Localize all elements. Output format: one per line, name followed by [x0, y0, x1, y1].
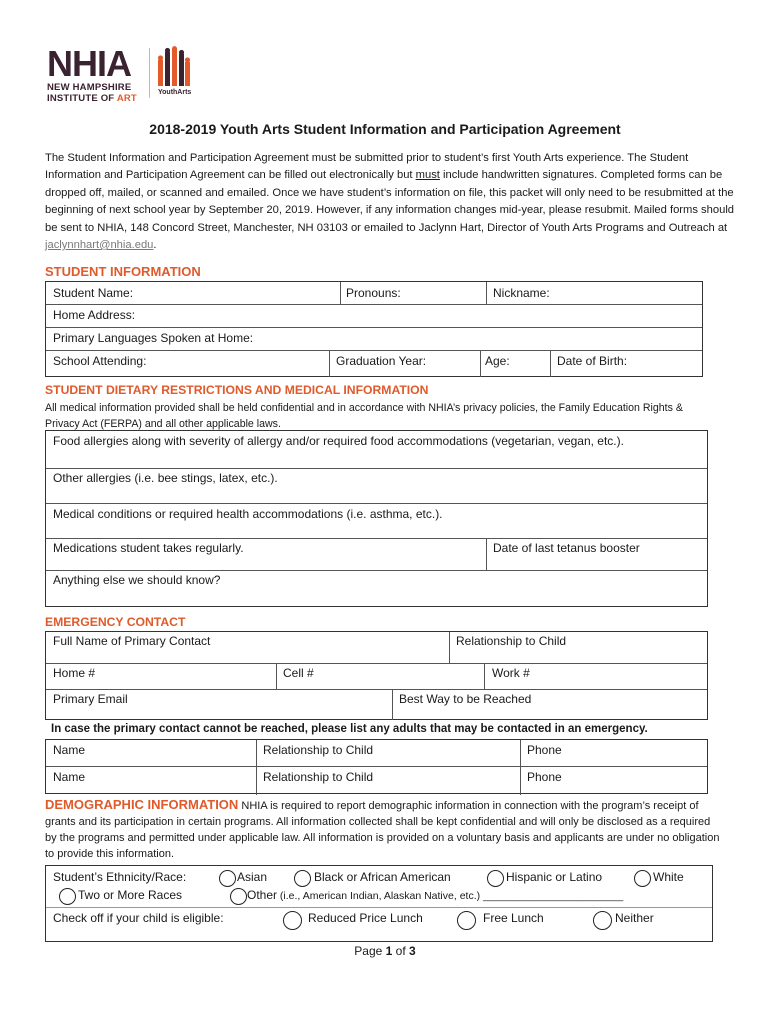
page-footer: [0, 944, 770, 958]
page-title: 2018-2019 Youth Arts Student Information and Participation Agreement: [149, 121, 621, 137]
alt-contact-1-phone[interactable]: Phone: [527, 743, 562, 757]
alternate-contacts-note: In case the primary contact cannot be reached, please list any adults that may be contacted in an emergency.: [51, 723, 648, 735]
free-lunch-label: Free Lunch: [483, 911, 544, 925]
footer-total-pages: 3: [409, 944, 416, 958]
white-radio[interactable]: [634, 870, 651, 887]
alt-contact-2-relationship[interactable]: Relationship to Child: [263, 770, 374, 784]
student-name-field[interactable]: Student Name:: [53, 286, 134, 300]
other-hint[interactable]: (i.e., American Indian, Alaskan Native, etc.) ________________________: [277, 890, 624, 902]
emergency-table: [45, 631, 708, 720]
other-radio[interactable]: [230, 888, 247, 905]
work-phone-field[interactable]: Work #: [492, 666, 530, 680]
other-allergies-field[interactable]: Other allergies (i.e. bee stings, latex, etc.).: [53, 471, 278, 485]
demographic-note-1: NHIA is required to report demographic information in connection with the program’s: [238, 800, 651, 812]
demographic-heading: DEMOGRAPHIC INFORMATION: [45, 797, 239, 812]
alt-contact-2-phone[interactable]: Phone: [527, 770, 562, 784]
neither-label: Neither: [615, 911, 654, 925]
nhia-logo: NHIA: [47, 43, 131, 84]
black-radio[interactable]: [294, 870, 311, 887]
alt-contact-1-relationship[interactable]: Relationship to Child: [263, 743, 374, 757]
hispanic-label: Hispanic or Latino: [506, 870, 603, 884]
white-label: White: [653, 870, 684, 884]
age-field[interactable]: Age:: [485, 354, 510, 368]
footer-page-word: Page: [354, 944, 386, 958]
footer-of-word: of: [392, 944, 410, 958]
tetanus-date-field[interactable]: Date of last tetanus booster: [493, 541, 640, 555]
medical-privacy-note: All medical information provided shall be held confidential and in accordance with NHIA’s privacy policies, the Family Education Rights & Privacy Act (FERPA) and all other applicable laws.: [45, 402, 683, 430]
medical-table: [45, 430, 708, 607]
two-or-more-label: Two or More Races: [78, 888, 183, 902]
primary-contact-name-field[interactable]: Full Name of Primary Contact: [53, 634, 211, 648]
logo-line-1: NEW HAMPSHIRE: [47, 82, 132, 93]
demographic-section-text: [45, 797, 720, 862]
intro-must: must: [415, 169, 440, 182]
pronouns-field[interactable]: Pronouns:: [346, 286, 401, 300]
other-label: [247, 888, 623, 902]
dietary-heading: STUDENT DIETARY RESTRICTIONS AND MEDICAL INFORMATION: [45, 383, 429, 397]
intro-text-2: include handwritten signatures. Completed forms can be dropped off, mailed, or scanned and emailed. Once we have student’s information on file, this packet will only need to be resubmitted at the beginning of next school year by September 20, 2019. However, if any information changes mid-year, please resubmit. Mailed forms should be sent to NHIA, 148 Concord Street, Manchester, NH 03103 or emailed to Jaclynn Hart, Director of Youth Arts Programs and Outreach at: [45, 169, 735, 234]
nickname-field[interactable]: Nickname:: [493, 286, 550, 300]
asian-radio[interactable]: [219, 870, 236, 887]
date-of-birth-field[interactable]: Date of Birth:: [557, 354, 628, 368]
footer-current-page: 1: [385, 944, 393, 958]
free-lunch-radio[interactable]: [457, 911, 476, 930]
anything-else-field[interactable]: Anything else we should know?: [53, 573, 221, 587]
cell-phone-field[interactable]: Cell #: [283, 666, 314, 680]
reduced-lunch-label: Reduced Price Lunch: [308, 911, 423, 925]
home-address-field[interactable]: Home Address:: [53, 308, 136, 322]
best-way-field[interactable]: Best Way to be Reached: [399, 692, 532, 706]
graduation-year-field[interactable]: Graduation Year:: [336, 354, 427, 368]
nhia-logo-subtitle: [47, 82, 137, 104]
contact-email-link[interactable]: jaclynnhart@nhia.edu: [45, 239, 154, 252]
youth-arts-hands-icon: [156, 46, 192, 88]
neither-radio[interactable]: [593, 911, 612, 930]
emergency-heading: EMERGENCY CONTACT: [45, 615, 186, 629]
reduced-lunch-radio[interactable]: [283, 911, 302, 930]
logo-line-2: [47, 93, 137, 104]
medical-conditions-field[interactable]: Medical conditions or required health accommodations (i.e. asthma, etc.).: [53, 507, 443, 521]
relationship-field[interactable]: Relationship to Child: [456, 634, 567, 648]
logo-divider: [149, 48, 150, 98]
food-allergies-field[interactable]: Food allergies along with severity of allergy and/or required food accommodations (vegetarian, vegan, etc.).: [53, 434, 624, 448]
ethnicity-label: Student’s Ethnicity/Race:: [53, 870, 187, 884]
hispanic-radio[interactable]: [487, 870, 504, 887]
youth-arts-label: YouthArts: [158, 89, 192, 96]
other-text: Other: [247, 888, 278, 902]
intro-text-1: The Student Information and Participation Agreement must be submitted prior to student’s first Youth Arts experience. The Student Information and Participation Agreement can be filled out electronically but: [45, 152, 689, 182]
intro-paragraph: [45, 150, 735, 254]
asian-label: Asian: [237, 870, 268, 884]
demographic-table: [45, 865, 713, 942]
intro-end: .: [153, 239, 157, 252]
two-or-more-radio[interactable]: [59, 888, 76, 905]
black-label: Black or African American: [314, 870, 451, 884]
school-field[interactable]: School Attending:: [53, 354, 147, 368]
logo-line-2a: INSTITUTE OF: [47, 93, 117, 104]
medications-field[interactable]: Medications student takes regularly.: [53, 541, 244, 555]
alt-contact-1-name[interactable]: Name: [53, 743, 86, 757]
primary-email-field[interactable]: Primary Email: [53, 692, 128, 706]
home-phone-field[interactable]: Home #: [53, 666, 96, 680]
demographic-note-2: receipt of grants and its participation in certain programs. All information collected shall be kept confidential and will only be disclosed as a required by the programs and permitted under applicable law. All information is provided on a voluntary basis and applicants are under no obligation to provide this information.: [45, 800, 720, 860]
alt-contact-2-name[interactable]: Name: [53, 770, 86, 784]
languages-field[interactable]: Primary Languages Spoken at Home:: [53, 331, 254, 345]
logo-line-2b: ART: [116, 93, 137, 104]
eligibility-label: Check off if your child is eligible:: [53, 911, 224, 925]
alternate-contacts-table: [45, 739, 708, 794]
student-info-table: [45, 281, 703, 377]
student-info-heading: STUDENT INFORMATION: [45, 264, 201, 279]
